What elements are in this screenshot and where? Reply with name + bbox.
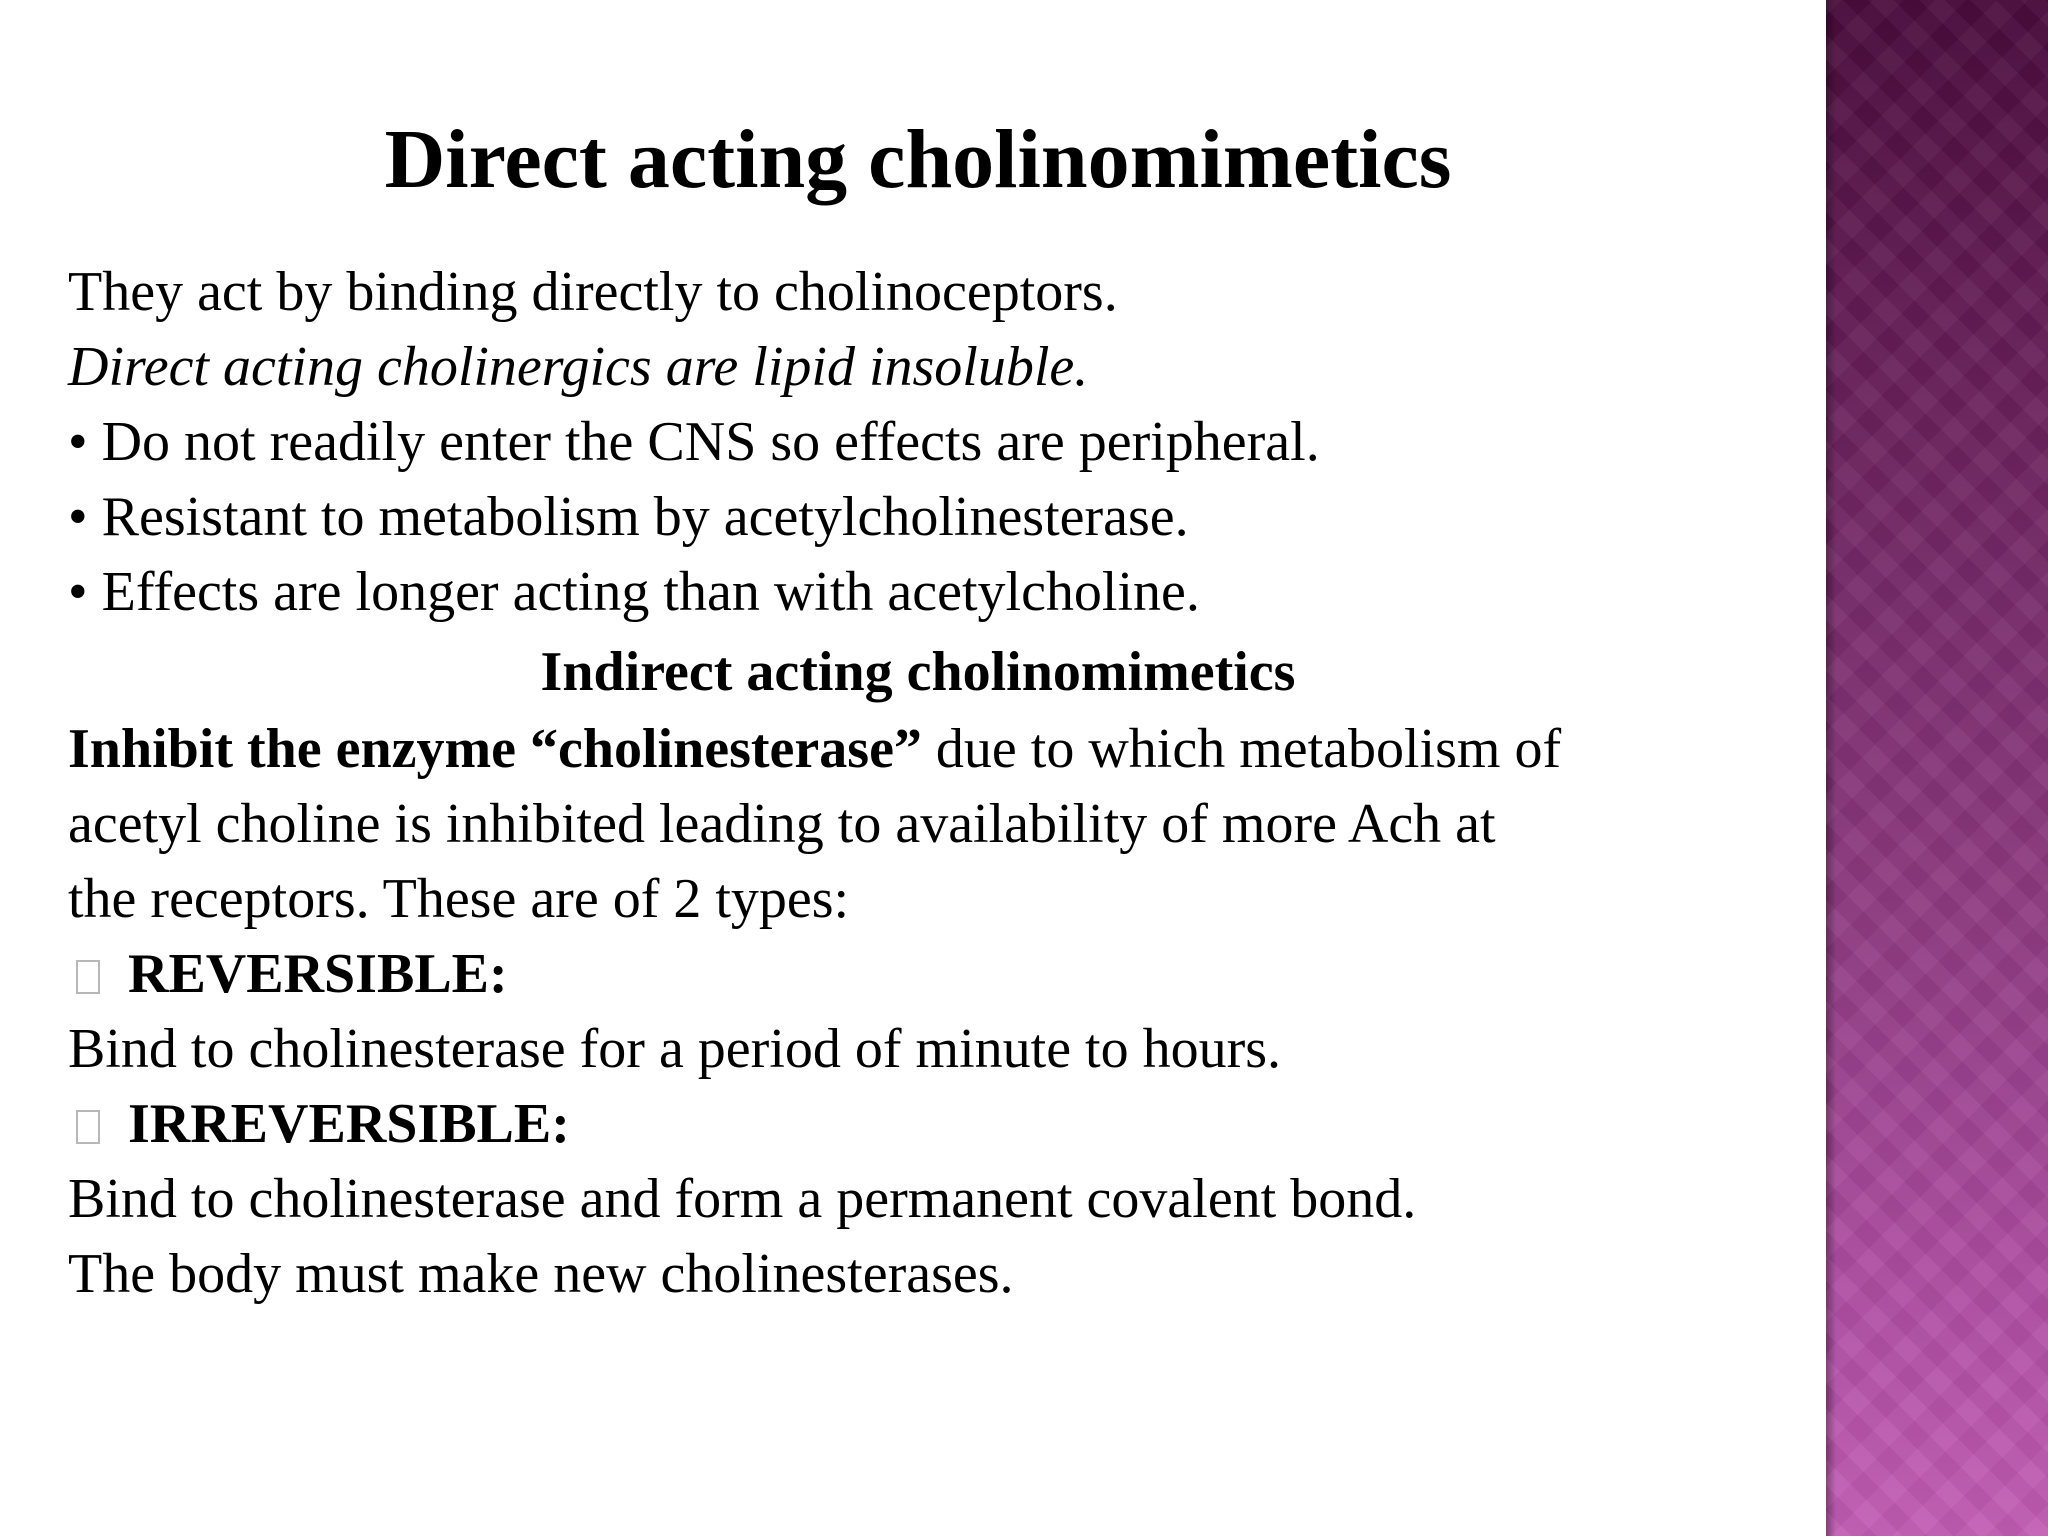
bullet-item: • Do not readily enter the CNS so effects are peripheral. xyxy=(68,411,1320,473)
checkbox-placeholder-icon xyxy=(76,960,100,994)
indirect-paragraph-line-3: the receptors. These are of 2 types: xyxy=(68,868,850,930)
reversible-description: Bind to cholinesterase for a period of minute to hours. xyxy=(68,1018,1282,1080)
indirect-heading: Indirect acting cholinomimetics xyxy=(540,641,1296,703)
slide-title: Direct acting cholinomimetics xyxy=(384,113,1452,206)
reversible-heading xyxy=(68,937,508,1012)
indirect-paragraph-line-2: acetyl choline is inhibited leading to availability of more Ach at xyxy=(68,793,1496,855)
direct-line-2: Direct acting cholinergics are lipid insoluble. xyxy=(68,336,1089,398)
direct-line-1: They act by binding directly to cholinoceptors. xyxy=(68,261,1118,323)
indirect-paragraph-rest: due to which metabolism of xyxy=(921,718,1562,780)
irreversible-description-2: The body must make new cholinesterases. xyxy=(68,1243,1014,1305)
bullet-item: • Resistant to metabolism by acetylcholinesterase. xyxy=(68,486,1189,548)
decorative-side-panel xyxy=(1826,0,2048,1536)
indirect-paragraph-bold: Inhibit the enzyme “cholinesterase” xyxy=(68,718,922,780)
checkbox-placeholder-icon xyxy=(76,1110,100,1144)
indirect-paragraph-line-1 xyxy=(68,712,1561,787)
irreversible-heading xyxy=(68,1087,570,1162)
irreversible-description-1: Bind to cholinesterase and form a permanent covalent bond. xyxy=(68,1168,1417,1230)
irreversible-label: IRREVERSIBLE: xyxy=(128,1093,570,1155)
reversible-label: REVERSIBLE: xyxy=(128,943,508,1005)
bullet-item: • Effects are longer acting than with acetylcholine. xyxy=(68,561,1200,623)
